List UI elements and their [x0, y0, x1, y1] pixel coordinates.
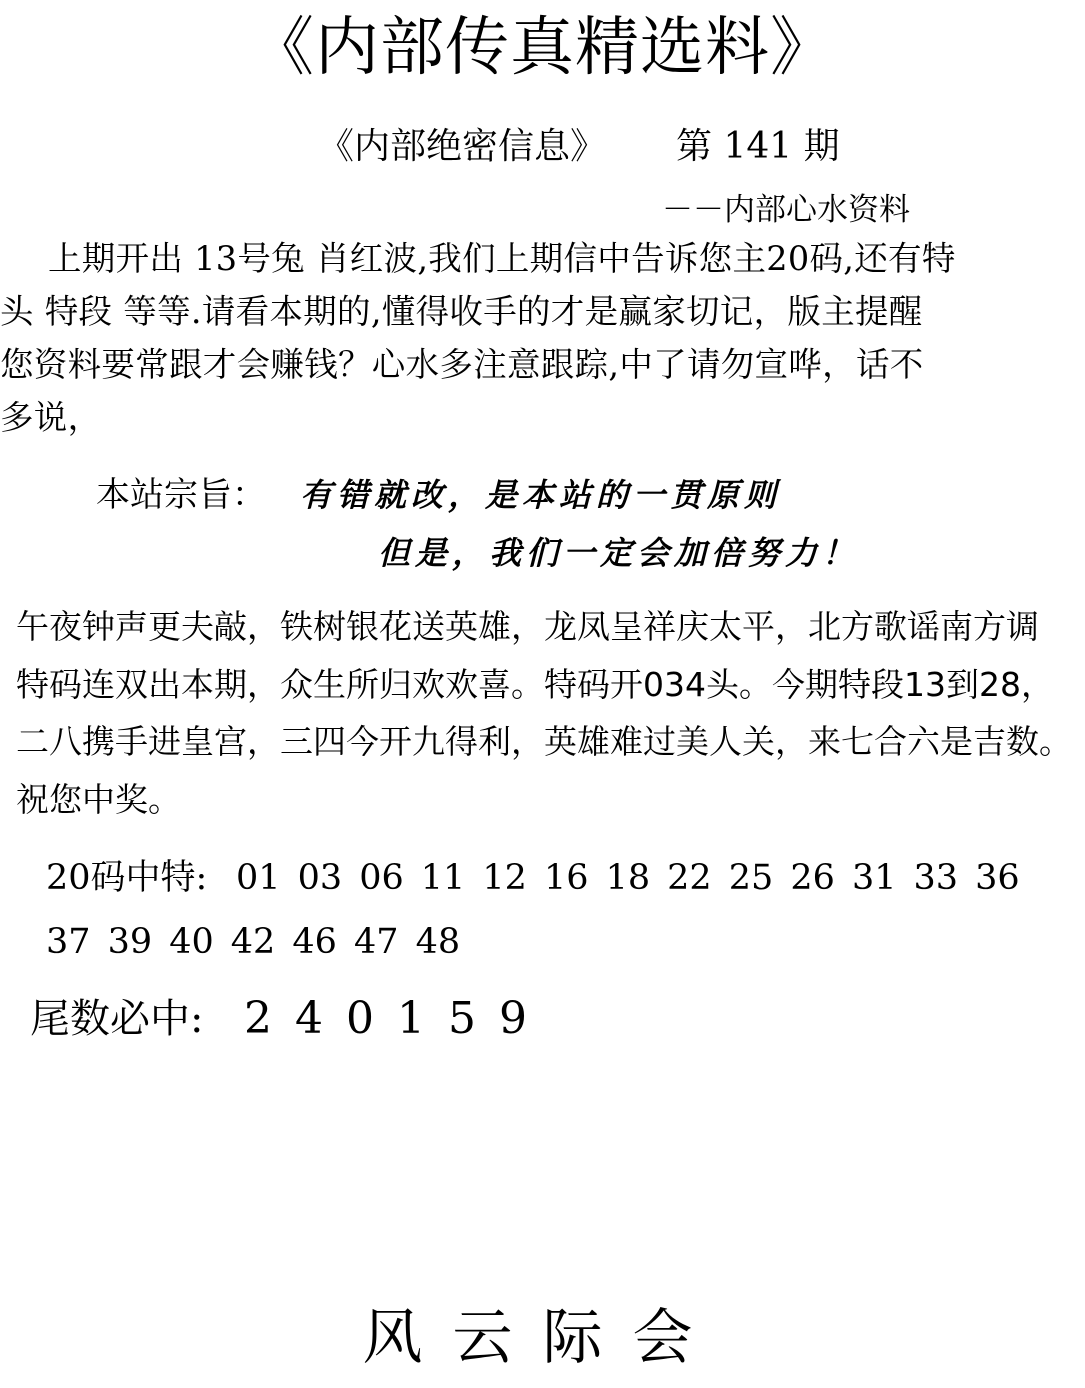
code-number: 01: [236, 858, 281, 898]
tail-digit: 4: [295, 993, 323, 1044]
code-number: 11: [420, 858, 466, 898]
intro-line: 头 特段 等等.请看本期的,懂得收手的才是赢家切记，版主提醒: [0, 292, 923, 331]
intro-line: 上期开出 13号兔 肖红波,我们上期信中告诉您主20码,还有特: [48, 239, 956, 278]
code-number: 37: [46, 922, 91, 962]
code-number: 16: [543, 858, 589, 898]
poem-line: 午夜钟声更夫敲，铁树银花送英雄，龙凤呈祥庆太平，北方歌谣南方调: [16, 607, 1039, 646]
tail-digit: 0: [346, 993, 374, 1044]
tail-digit: 5: [448, 993, 476, 1044]
codes-row: [236, 850, 1056, 906]
issue-number: 第 141 期: [676, 126, 840, 167]
source-note: －－内部心水资料: [662, 192, 910, 228]
code-number: 26: [790, 858, 835, 898]
codes-row: [46, 914, 477, 970]
intro-line: 多说，: [0, 398, 102, 437]
intro-line: 您资料要常跟才会赚钱？心水多注意跟踪,中了请勿宣哗，话不: [0, 345, 924, 384]
code-number: 48: [415, 922, 461, 962]
poem-block: [16, 598, 1076, 828]
tail-label: 尾数必中:: [30, 996, 204, 1042]
code-number: 47: [353, 922, 399, 962]
tail-digits: [244, 988, 550, 1050]
code-number: 12: [482, 858, 527, 898]
motto-line: 有错就改，是本站的一贯原则: [300, 476, 782, 514]
code-number: 46: [292, 922, 337, 962]
poem-line: 二八携手进皇宫，三四今开九得利，英雄难过美人关，来七合六是吉数。: [16, 722, 1072, 761]
code-number: 06: [359, 858, 404, 898]
subtitle-left: 《内部绝密信息》: [318, 126, 607, 167]
code-number: 22: [667, 858, 712, 898]
code-number: 18: [605, 858, 651, 898]
intro-paragraph: [0, 232, 1085, 444]
code-number: 40: [169, 922, 214, 962]
code-number: 36: [975, 858, 1020, 898]
tail-digit: 9: [499, 993, 527, 1044]
code-number: 25: [728, 858, 774, 898]
poem-line: 特码连双出本期，众生所归欢欢喜。特码开034头。今期特段13到28，: [16, 664, 1054, 704]
code-number: 31: [851, 858, 897, 898]
motto-line: 但是，我们一定会加倍努力！: [378, 534, 860, 572]
code-number: 39: [107, 922, 153, 962]
codes-label: 20码中特:: [46, 858, 208, 898]
footer-slogan: 风云际会: [362, 1303, 723, 1373]
code-number: 33: [913, 858, 959, 898]
motto-label: 本站宗旨：: [96, 475, 266, 515]
poem-line: 祝您中奖。: [16, 779, 181, 819]
tail-digit: 1: [397, 993, 425, 1044]
code-number: 42: [230, 922, 276, 962]
page-title: 《内部传真精选料》: [250, 11, 835, 85]
code-number: 03: [297, 858, 343, 898]
tail-digit: 2: [244, 993, 272, 1044]
